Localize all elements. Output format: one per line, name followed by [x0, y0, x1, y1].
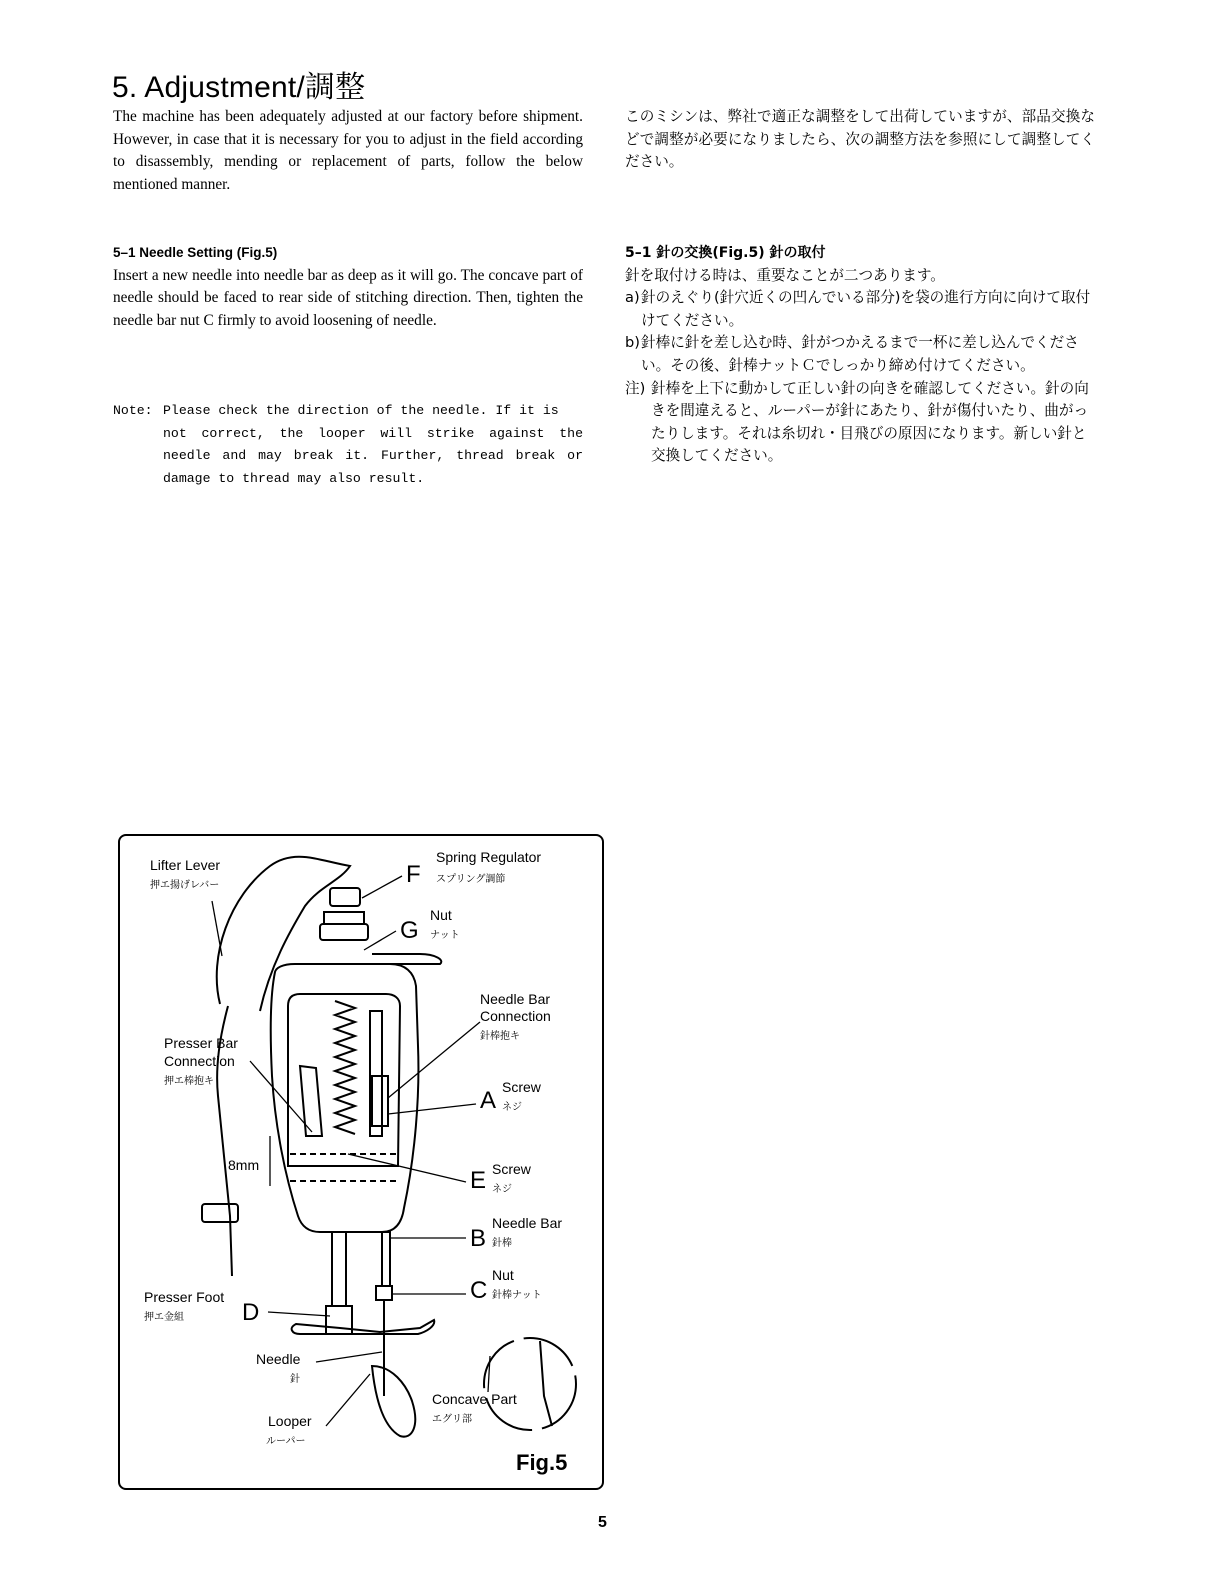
leader-needle-bar-connection	[388, 1022, 480, 1098]
figure-5	[118, 834, 604, 1490]
note-label: Note:	[113, 403, 153, 418]
letter-f: F	[406, 861, 421, 888]
leader-looper	[326, 1374, 370, 1426]
intro-jp	[625, 106, 1095, 174]
label-presser-foot: Presser Foot	[144, 1289, 225, 1305]
machine-outline	[202, 857, 576, 1437]
leader-lines	[212, 876, 490, 1426]
presser-bar	[332, 1232, 346, 1306]
side-knob	[202, 1204, 238, 1222]
detail-needle	[540, 1341, 552, 1426]
detail-circle	[484, 1338, 576, 1430]
nut-g-shape	[324, 912, 364, 924]
letter-d: D	[242, 1299, 260, 1326]
leader-e	[348, 1154, 466, 1182]
label-presser-bar-connection-jp: 押エ棒抱キ	[164, 1076, 214, 1087]
list-item	[625, 332, 1095, 377]
label-lifter-lever-jp: 押エ揚げレバー	[150, 880, 220, 891]
label-nut-c-jp: 針棒ナット	[492, 1290, 542, 1301]
housing-window	[288, 994, 400, 1166]
label-nut-g: Nut	[430, 907, 452, 923]
label-8mm: 8mm	[228, 1157, 260, 1173]
label-needle: Needle	[256, 1351, 301, 1367]
note-rest: not correct, the looper will strike against the needle and may break it. Further, thread break or damage to thread may also result.	[163, 425, 583, 486]
section-heading-jp: 5–1 針の交換(Fig.5) 針の取付	[625, 245, 826, 261]
label-spring-regulator-jp: スプリング調節	[436, 874, 506, 885]
label-screw-e-jp: ネジ	[492, 1184, 512, 1195]
leader-needle	[316, 1352, 382, 1362]
label-looper-jp: ルーパー	[266, 1436, 306, 1447]
list-item-text: 針のえぐり(針穴近くの凹んでいる部分)を袋の進行方向に向けて取付けてください。	[641, 289, 1091, 329]
lever-arm	[372, 954, 441, 964]
label-presser-bar-connection-2: Connection	[164, 1053, 235, 1069]
looper-shape	[372, 1366, 415, 1437]
page-number: 5	[598, 1514, 607, 1531]
intro-en-text: The machine has been adequately adjusted at our factory before shipment. However, in case that it is necessary for you to adjust in the field according to disassembly, mending or replacement of parts, follow the below mentioned manner.	[113, 108, 583, 193]
presser-foot-plate	[292, 1320, 435, 1334]
label-needle-bar-jp: 針棒	[492, 1238, 512, 1249]
needle-bar-connection	[372, 1076, 388, 1126]
label-concave-part-jp: エグリ部	[432, 1414, 472, 1425]
spring-coil	[335, 1001, 355, 1134]
letter-e: E	[470, 1167, 487, 1194]
note-jp	[625, 378, 1095, 468]
note-line-1: Please check the direction of the needle. If it is	[163, 403, 559, 418]
lifter-lever-shape	[217, 857, 350, 1011]
label-screw-a-jp: ネジ	[502, 1102, 522, 1113]
leader-lifter	[212, 901, 222, 956]
letter-g: G	[400, 917, 419, 944]
letter-c: C	[470, 1277, 488, 1304]
label-nut-g-jp: ナット	[430, 930, 460, 941]
needle-bar-lower	[382, 1232, 390, 1286]
label-screw-a: Screw	[502, 1079, 541, 1095]
intro-jp-text: このミシンは、弊社で適正な調整をして出荷していますが、部品交換などで調整が必要になりましたら、次の調整方法を参照にして調整してください。	[625, 108, 1095, 171]
label-presser-bar-connection-1: Presser Bar	[164, 1035, 238, 1051]
label-needle-jp: 針	[290, 1374, 300, 1385]
leader-d	[268, 1312, 330, 1316]
label-needle-bar-connection-2: Connection	[480, 1008, 551, 1024]
page-title: 5. Adjustment/調整	[112, 71, 366, 104]
sewing-head-diagram	[120, 836, 606, 1492]
label-needle-bar: Needle Bar	[492, 1215, 563, 1231]
label-lifter-lever: Lifter Lever	[150, 857, 221, 873]
needle-nut	[376, 1286, 392, 1300]
label-concave-part: Concave Part	[432, 1391, 517, 1407]
list-marker: b)	[625, 334, 640, 352]
note-jp-marker: 注)	[625, 379, 646, 397]
presser-bar-connection	[300, 1066, 322, 1136]
label-needle-bar-connection-1: Needle Bar	[480, 991, 551, 1007]
intro-en	[113, 106, 583, 196]
label-presser-foot-jp: 押エ金組	[144, 1312, 184, 1323]
section-body-en: Insert a new needle into needle bar as deep as it will go. The concave part of needle should be faced to rear side of stitching direction. Then, tighten the needle bar nut C firmly to avoid loosening of needle.	[113, 266, 583, 329]
leader-f	[362, 876, 402, 898]
letter-a: A	[480, 1087, 497, 1114]
nut-ring	[320, 924, 368, 940]
figure-caption: Fig.5	[516, 1450, 568, 1475]
list-item-text: 針棒に針を差し込む時、針がつかえるまで一杯に差し込んでください。その後、針棒ナットＣでしっかり締め付けてください。	[641, 334, 1079, 374]
label-screw-e: Screw	[492, 1161, 531, 1177]
section-en	[113, 242, 583, 332]
label-nut-c: Nut	[492, 1267, 514, 1283]
list-marker: a)	[625, 289, 640, 307]
label-needle-bar-connection-jp: 針棒抱キ	[480, 1031, 520, 1042]
section-jp	[625, 242, 1095, 468]
note-jp-text: 針棒を上下に動かして正しい針の向きを確認してください。針の向きを間違えると、ルーパーが針にあたり、針が傷付いたり、曲がったりします。それは糸切れ・目飛びの原因になります。新しい針と交換してください。	[651, 379, 1089, 465]
section-heading-en: 5–1 Needle Setting (Fig.5)	[113, 245, 278, 260]
section-intro-jp: 針を取付ける時は、重要なことが二つあります。	[625, 266, 945, 284]
list-item	[625, 287, 1095, 332]
spring-regulator-cap	[330, 888, 360, 906]
note-en	[113, 400, 583, 490]
label-looper: Looper	[268, 1413, 312, 1429]
leader-a	[388, 1104, 476, 1114]
letter-b: B	[470, 1225, 487, 1252]
label-spring-regulator: Spring Regulator	[436, 849, 542, 865]
